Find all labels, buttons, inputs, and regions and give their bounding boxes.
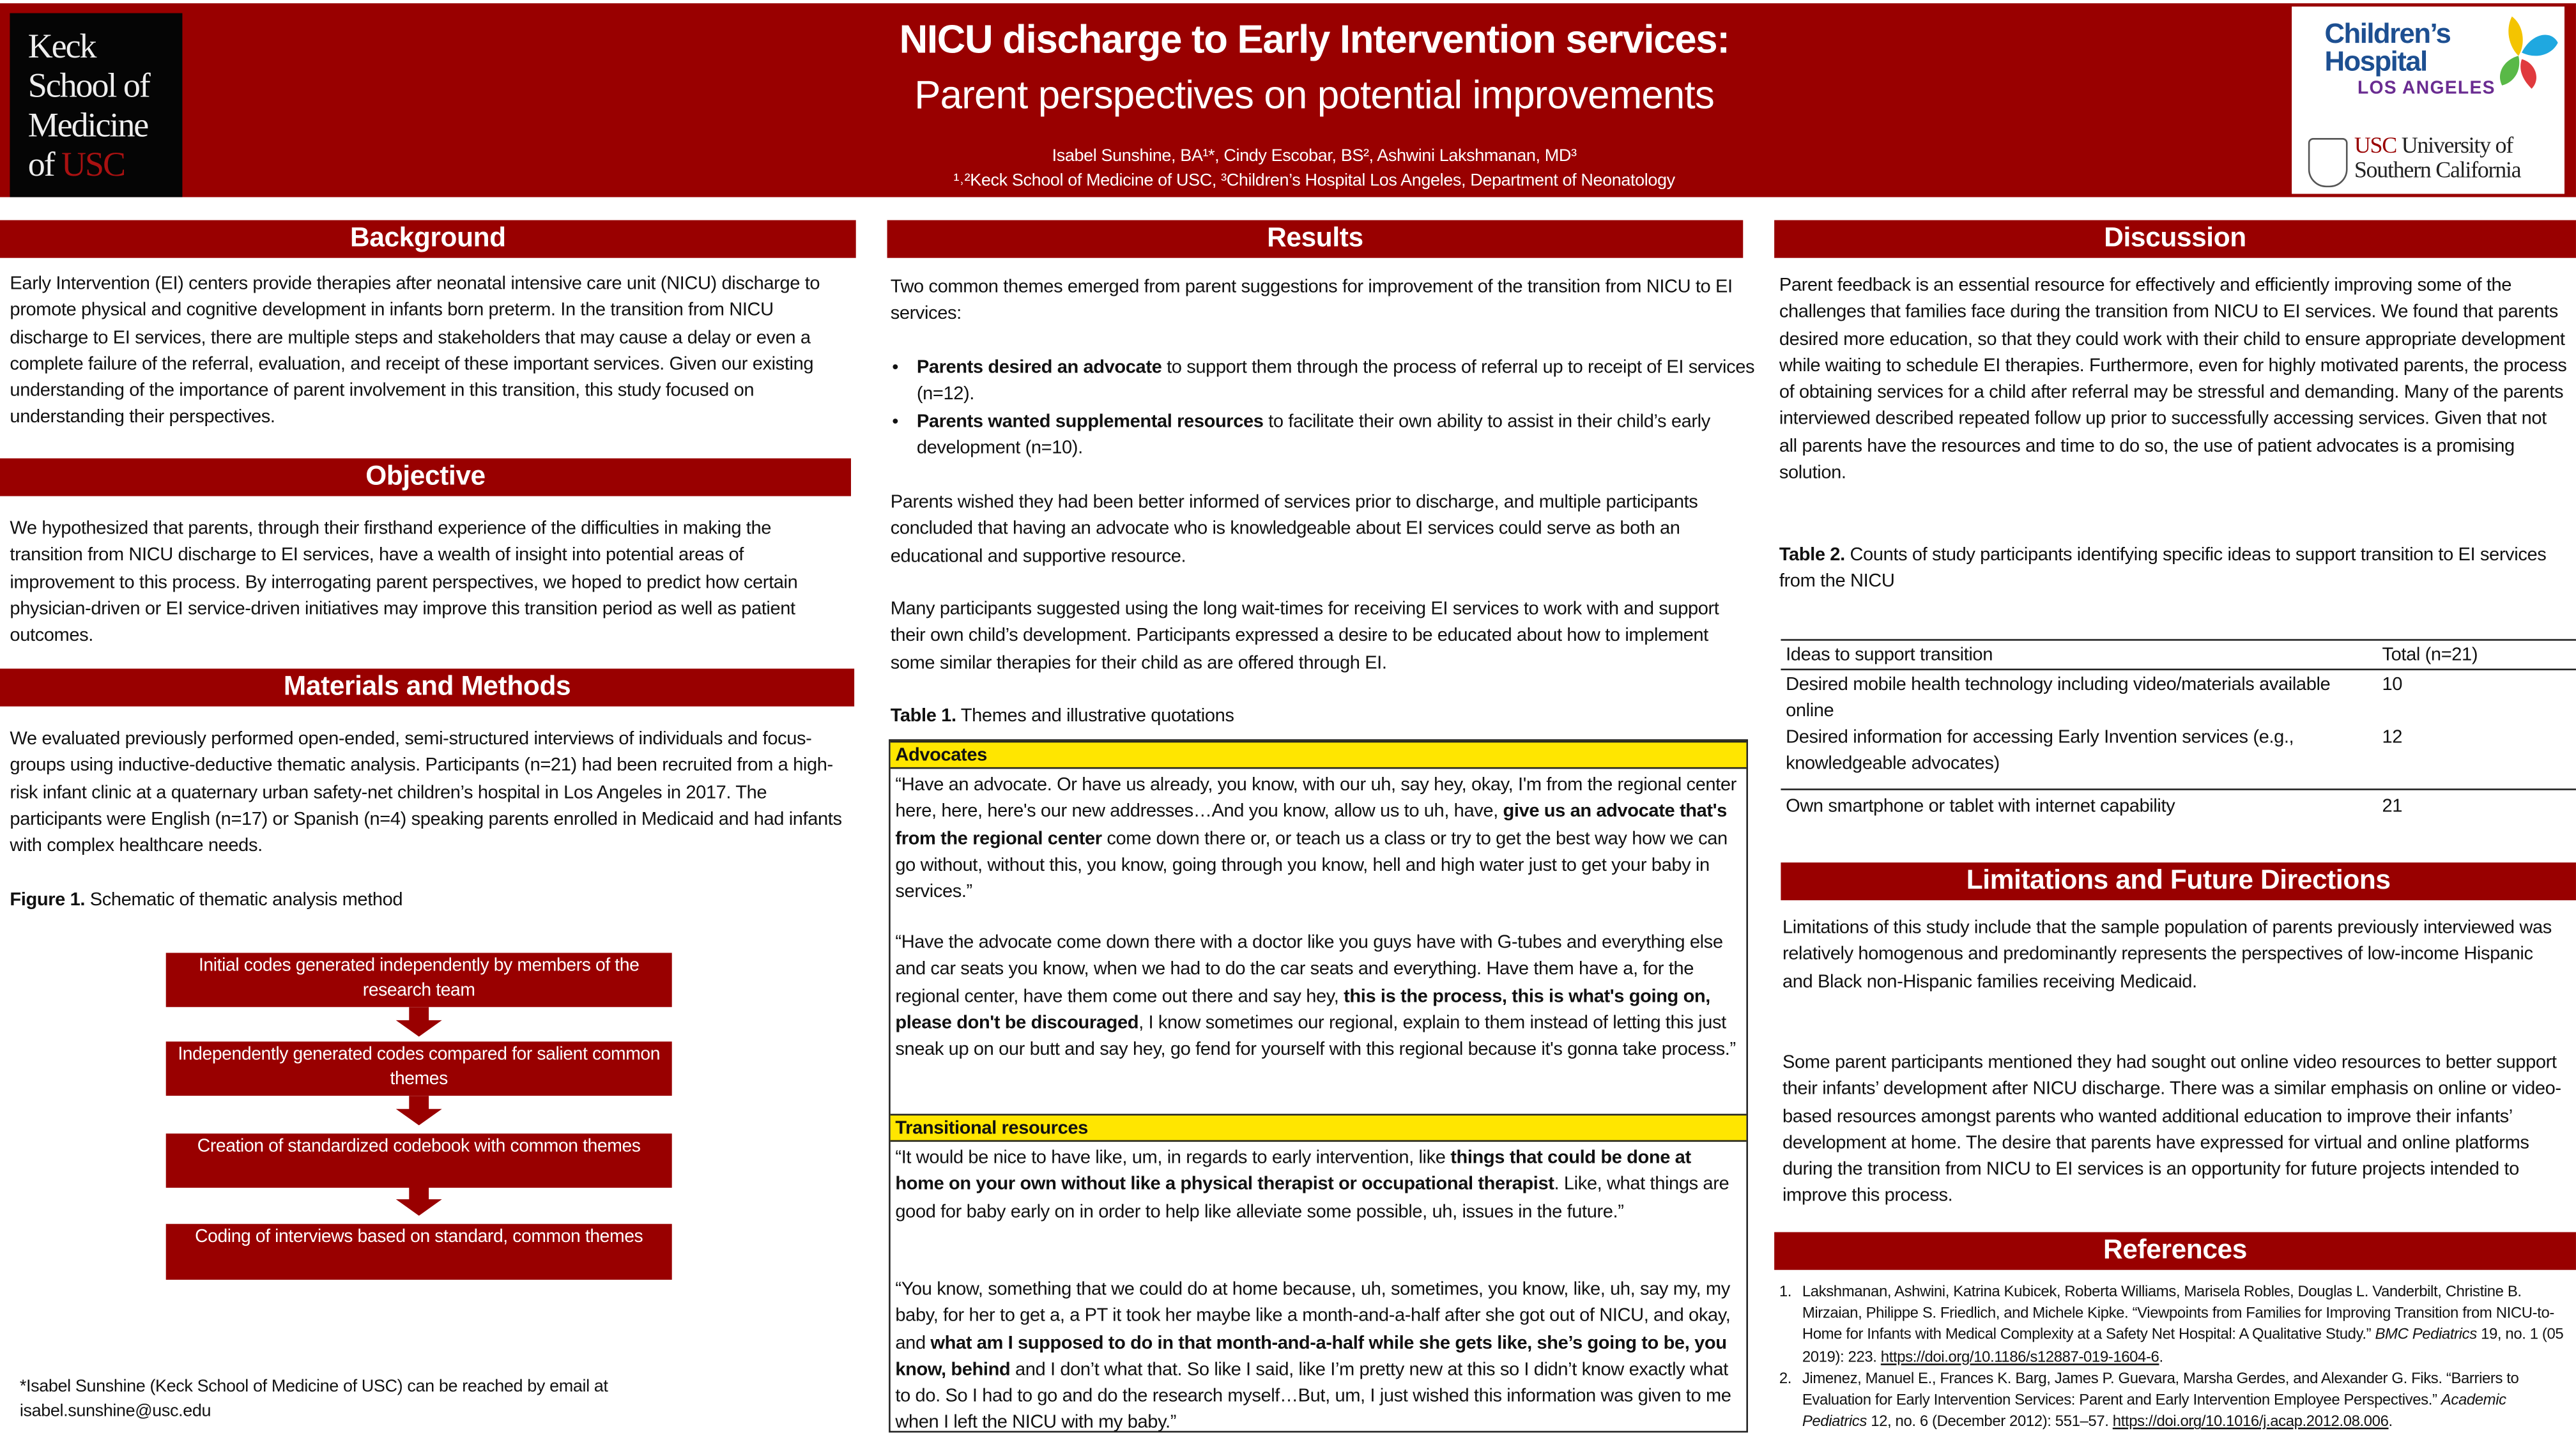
quote-text: “You know, something that we could do at home because, uh, sometimes, you know, like, uh, say my, my baby, for her to get a, a PT it took her maybe like a month-and-a-half after she got out of NICU, and okay, and [895, 1280, 1731, 1353]
logo-text: of [27, 144, 62, 184]
quote-emphasis: things that could be done at home on your own without like a physical therapist or occupational therapist [895, 1148, 1691, 1195]
affiliations: ¹˒²Keck School of Medicine of USC, ³Children’s Hospital Los Angeles, Department of Neonatology [953, 171, 1675, 191]
quote [895, 772, 1743, 907]
quote-text: and I don’t what that. So like I said, like I’m pretty new at this so I didn’t know exactly what to do. So I had to go and do the research myself…But, um, I just wished this information was given to me when I left the NICU with my baby.” [895, 1360, 1731, 1434]
ref-num: 2. [1779, 1370, 1792, 1386]
author-list: Isabel Sunshine, BA¹*, Cindy Escobar, BS², Ashwini Lakshmanan, MD³ [1052, 146, 1577, 166]
discussion-text: Parent feedback is an essential resource for effectively and efficiently improving some of the challenges that families face during the transition from NICU to EI services. We found that parents desired more education, so that they could work with their child to ensure appropriate development while waiting to schedule EI therapies. Furthermore, even for highly motivated parents, the process of obtaining services for a child after referral may be stressful and demanding. Many of the parents interviewed described repeated follow up prior to successfully accessing services. Given that not all parents have the resources and time to do so, the use of patient advocates is a promising solution. [1779, 275, 2567, 484]
results-bullets [891, 355, 1768, 462]
bullet-bold: Parents wanted supplemental resources [916, 411, 1264, 432]
ref-journal: Academic Pediatrics [1802, 1392, 2506, 1430]
butterfly-icon [2476, 10, 2561, 95]
table1-caption [891, 703, 1712, 730]
results-paragraph: Parents wished they had been better informed of services prior to discharge, and multiple participants concluded that having an advocate who is knowledgeable about EI services could serve as both an educational and supportive resource. [890, 493, 1698, 567]
doi-link[interactable]: https://doi.org/10.1186/s12887-019-1604-6 [1880, 1348, 2159, 1365]
quotes-table [889, 739, 1748, 1432]
bullet-text: to facilitate their own ability to assist in their child’s early development (n=10). [916, 411, 1710, 459]
table-caption-text: Counts of study participants identifying specific ideas to support transition to EI services from the NICU [1779, 545, 2547, 592]
reference-item [1779, 1368, 2564, 1433]
quote-text: “Have the advocate come down there with a doctor like you guys have with G-tubes and everything else and car seats you know, when we had to do the car seats and everything. Have them have a, for the regional center, have them come out there and say hey, [895, 933, 1723, 1007]
bullet-bold: Parents desired an advocate [916, 358, 1162, 378]
results-intro: Two common themes emerged from parent suggestions for improvement of the transition from NICU to EI services: [890, 277, 1733, 325]
contact-note: *Isabel Sunshine (Keck School of Medicine of USC) can be reached by email at isabel.sunshine@usc.edu [19, 1376, 608, 1422]
logo-text: USC [2354, 134, 2396, 160]
list-item [917, 408, 1768, 462]
poster-subtitle: Parent perspectives on potential improvements [914, 73, 1714, 119]
table-label: Table 2. [1779, 545, 1845, 565]
table-cell: 12 [2382, 728, 2403, 747]
flow-step: Initial codes generated independently by members of the research team [166, 953, 672, 1007]
ref-text: 12, no. 6 (December 2012): 551–57. [1866, 1413, 2113, 1430]
ref-text: Lakshmanan, Ashwini, Katrina Kubicek, Roberta Williams, Marisela Robles, Douglas L. Vanderbilt, Christine B. Mirzaian, Philippe S. Friedlich, and Michele Kipke. “Viewpoints from Families for Improving Transition from NICU-to-Home for Infants with Medical Complexity at a Safety Net Hospital: A Qualitative Study.” [1802, 1283, 2554, 1343]
ref-text: . [2159, 1348, 2163, 1365]
theme-header: Transitional resources [891, 1114, 1747, 1142]
usc-seal-icon [2308, 138, 2348, 187]
quote-emphasis: what am I supposed to do in that month-and-a-half while she gets like, she’s going to be, you know, behind [895, 1333, 1727, 1380]
table-header: Total (n=21) [2382, 645, 2478, 666]
section-heading-discussion: Discussion [1774, 220, 2576, 258]
results-paragraph: Many participants suggested using the long wait-times for receiving EI services to work with and support their own child’s development. Participants expressed a desire to be educated about how to implement some similar therapies for their child as are offered through EI. [890, 599, 1719, 673]
table-caption-text: Themes and illustrative quotations [956, 706, 1234, 726]
keck-logo [10, 13, 182, 197]
partner-logos [2292, 6, 2564, 194]
quote-emphasis: this is the process, this is what's going on, please don't be discouraged [895, 986, 1710, 1034]
theme-header: Advocates [891, 741, 1747, 769]
section-heading-methods: Materials and Methods [0, 669, 854, 707]
logo-text: Children’s [2324, 18, 2451, 50]
doi-link[interactable]: https://doi.org/10.1016/j.acap.2012.08.006 [2112, 1413, 2389, 1430]
objective-text: We hypothesized that parents, through their firsthand experience of the difficulties in making the transition from NICU discharge to EI services, have a wealth of insight into potential areas of improvement to this process. By interrogating parent perspectives, we hoped to predict how certain physician-driven or EI service-driven initiatives may improve this transition period as well as patient outcomes. [10, 519, 798, 647]
arrow-down-icon [396, 1186, 442, 1216]
logo-text: Hospital [2324, 45, 2427, 77]
poster-title: NICU discharge to Early Intervention services: [899, 18, 1729, 63]
limitations-paragraph: Limitations of this study include that the sample population of parents previously interviewed was relatively homogenous and predominantly represents the perspectives of low-income Hispanic and Black non-Hispanic families receiving Medicaid. [1782, 918, 2552, 992]
table-cell: Own smartphone or tablet with internet capability [1786, 797, 2175, 816]
quote-text: , I know sometimes our regional, explain to them instead of letting this just sneak up on our butt and say hey, go fend for yourself with this regional because it's gonna take process.” [895, 1013, 1736, 1061]
logo-text: Keck [27, 26, 96, 66]
figure-caption-text: Schematic of thematic analysis method [85, 890, 403, 910]
table-label: Table 1. [890, 706, 956, 726]
quote [895, 1276, 1743, 1437]
table-cell: 10 [2382, 675, 2403, 695]
quote-text: . Like, what things are good for baby early on in order to help like alleviate some possible, uh, issues in the future.” [895, 1175, 1729, 1222]
background-text: Early Intervention (EI) centers provide therapies after neonatal intensive care unit (NICU) discharge to promote physical and cognitive development in infants born preterm. In the transition from NICU discharge to EI services, there are multiple steps and stakeholders that may cause a delay or even a complete failure of the referral, evaluation, and receipt of these important services. Given our existing understanding of the importance of parent involvement in this transition, this study focused on understanding their perspectives. [10, 274, 820, 428]
section-heading-limitations: Limitations and Future Directions [1781, 862, 2576, 900]
quote [895, 1145, 1743, 1225]
section-heading-references: References [1774, 1232, 2576, 1270]
reference-item [1779, 1282, 2564, 1368]
usc-logo [2308, 135, 2521, 184]
bullet-text: to support them through the process of referral up to receipt of EI services (n=12). [916, 358, 1755, 405]
arrow-down-icon [396, 1096, 442, 1125]
ref-text: . [2388, 1413, 2393, 1430]
quote [895, 930, 1743, 1064]
table-cell: Desired mobile health technology including video/materials available online [1786, 675, 2331, 722]
ref-text: 19, no. 1 (05 2019): 223. [1802, 1326, 2564, 1365]
header-banner [0, 3, 2576, 197]
quote-text: “It would be nice to have like, um, in regards to early intervention, like [895, 1148, 1451, 1169]
table-cell: Desired information for accessing Early Invention services (e.g., knowledgeable advocates) [1786, 728, 2294, 774]
flow-step: Creation of standardized codebook with common themes [166, 1133, 672, 1188]
logo-text: School of [27, 65, 150, 105]
logo-text: LOS ANGELES [2357, 79, 2496, 99]
table-cell: 21 [2382, 797, 2403, 816]
logo-text: University of [2401, 134, 2513, 160]
section-heading-objective: Objective [0, 458, 851, 496]
section-heading-results: Results [887, 220, 1744, 258]
table2-caption [1779, 542, 2568, 596]
flow-step: Coding of interviews based on standard, common themes [166, 1224, 672, 1280]
quote-text: come down there or, or teach us a class or try to get the best way how we can go without, without this, you know, going through you know, hell and high water just to get your baby in services.” [895, 829, 1728, 903]
logo-text: USC [61, 144, 125, 184]
flow-step: Independently generated codes compared for salient common themes [166, 1041, 672, 1096]
methods-text: We evaluated previously performed open-ended, semi-structured interviews of individuals and focus-groups using inductive-deductive thematic analysis. Participants (n=21) had been recruited from a high-risk infant clinic at a quaternary urban safety-net children’s hospital in Los Angeles in 2017. The participants were English (n=17) or Spanish (n=4) speaking parents enrolled in Medicaid and had infants with complex healthcare needs. [10, 729, 842, 857]
logo-text: Medicine [27, 105, 148, 145]
chla-logo [2325, 20, 2496, 103]
ref-num: 1. [1779, 1283, 1792, 1300]
limitations-paragraph: Some parent participants mentioned they had sought out online video resources to better support their infants’ development after NICU discharge. There was a similar emphasis on online or video-based resources amongst parents who wanted additional education to improve their infants’ development at home. The desire that parents have expressed for virtual and online platforms during the transition from NICU to EI services is an opportunity for future projects intended to improve this process. [1782, 1053, 2561, 1207]
figure-caption [10, 887, 831, 914]
section-heading-background: Background [0, 220, 856, 258]
ref-journal: BMC Pediatrics [2375, 1326, 2477, 1343]
figure-label: Figure 1. [10, 890, 86, 910]
quote-emphasis: give us an advocate that's from the regional center [895, 802, 1727, 849]
references-list [1779, 1282, 2564, 1434]
list-item [917, 355, 1768, 408]
logo-text: Southern California [2354, 159, 2521, 184]
table-header: Ideas to support transition [1786, 645, 1993, 666]
quote-text: “Have an advocate. Or have us already, you know, with our uh, say hey, okay, I'm from the regional center here, here, here's our new addresses…And you know, allow us to uh, have, [895, 775, 1736, 822]
arrow-down-icon [396, 1007, 442, 1036]
authors [493, 144, 2135, 194]
ref-text: Jimenez, Manuel E., Frances K. Barg, James P. Guevara, Marsha Gerdes, and Alexander G. Fiks. “Barriers to Evaluation for Early Intervention Services: Parent and Early Intervention Employee Perspectives.” [1802, 1370, 2519, 1408]
